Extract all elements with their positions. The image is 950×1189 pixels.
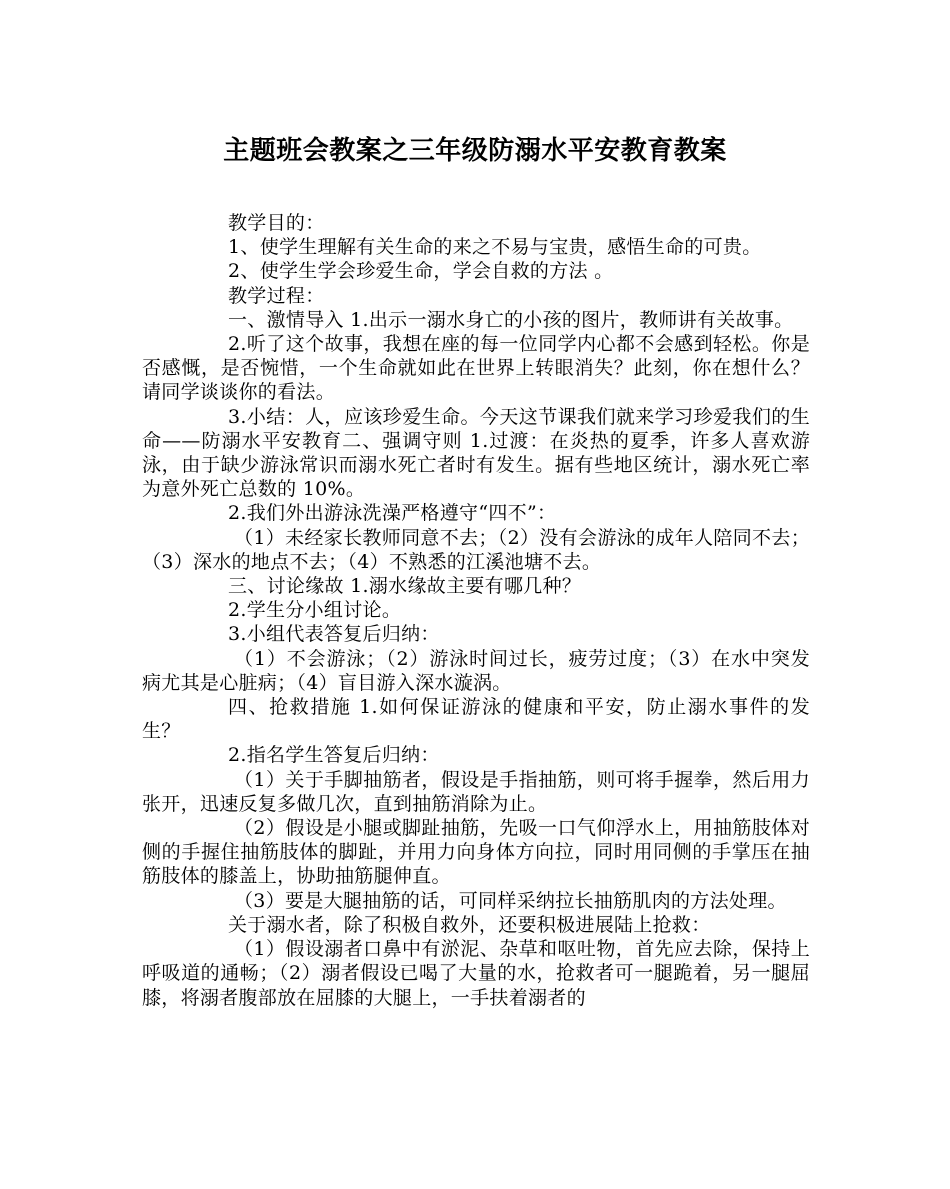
paragraph-section-1-item-3: 3.小结：人，应该珍爱生命。今天这节课我们就来学习珍爱我们的生命——防溺水平安教育二、强调守则 1.过渡：在炎热的夏季，许多人喜欢游泳，由于缺少游泳常识而溺水死亡者时有发生。据有些地区统计，溺水死亡率为意外死亡总数的 10%。 [142,405,810,501]
page-title: 主题班会教案之三年级防溺水平安教育教案 [223,136,727,166]
paragraph-objective-2: 2、使学生学会珍爱生命，学会自救的方法 。 [228,260,614,283]
paragraph-rescue-intro: 关于溺水者，除了积极自救外，还要积极进展陆上抢救： [228,913,711,936]
paragraph-section-1: 一、激情导入 1.出示一溺水身亡的小孩的图片，教师讲有关故事。 [228,308,794,331]
paragraph-four-rules: （1）未经家长教师同意不去；（2）没有会游泳的成年人陪同不去；（3）深水的地点不去；（4）不熟悉的江溪池塘不去。 [142,526,810,573]
paragraph-cramp-hand: （1）关于手脚抽筋者，假设是手指抽筋，则可将手握拳，然后用力张开，迅速反复多做几次，直到抽筋消除为止。 [142,768,810,815]
paragraph-section-1-item-2: 2.听了这个故事，我想在座的每一位同学内心都不会感到轻松。你是否感慨，是否惋惜，一个生命就如此在世界上转眼消失？此刻，你在想什么？请同学谈谈你的看法。 [142,333,810,404]
paragraph-objective-heading: 教学目的： [228,212,325,234]
paragraph-objective-1: 1、使学生理解有关生命的来之不易与宝贵，感悟生命的可贵。 [228,236,762,259]
paragraph-causes-list: （1）不会游泳；（2）游泳时间过长，疲劳过度；（3）在水中突发病尤其是心脏病；（4）盲目游入深水漩涡。 [142,647,810,694]
paragraph-section-3-item-3: 3.小组代表答复后归纳： [228,623,440,646]
paragraph-cramp-leg: （2）假设是小腿或脚趾抽筋，先吸一口气仰浮水上，用抽筋肢体对侧的手握住抽筋肢体的脚趾，并用力向身体方向拉，同时用同侧的手掌压在抽筋肢体的膝盖上，协助抽筋腿伸直。 [142,817,810,888]
paragraph-rescue-steps: （1）假设溺者口鼻中有淤泥、杂草和呕吐物，首先应去除，保持上呼吸道的通畅；（2）溺者假设已喝了大量的水，抢救者可一腿跪着，另一腿屈膝，将溺者腹部放在屈膝的大腿上，一手扶着溺者的 [142,938,810,1009]
document-body [142,211,810,1010]
paragraph-section-4-item-2: 2.指名学生答复后归纳： [228,744,440,767]
paragraph-section-4: 四、抢救措施 1.如何保证游泳的健康和平安，防止溺水事件的发生？ [142,696,810,743]
paragraph-section-2-item-2: 2.我们外出游泳洗澡严格遵守“四不”： [228,502,557,525]
paragraph-section-3-item-2: 2.学生分小组讨论。 [228,599,402,622]
paragraph-cramp-thigh: （3）要是大腿抽筋的话，可同样采纳拉长抽筋肌肉的方法处理。 [234,889,787,912]
paragraph-process-heading: 教学过程： [228,284,325,307]
paragraph-section-3: 三、讨论缘故 1.溺水缘故主要有哪几种？ [228,575,582,598]
